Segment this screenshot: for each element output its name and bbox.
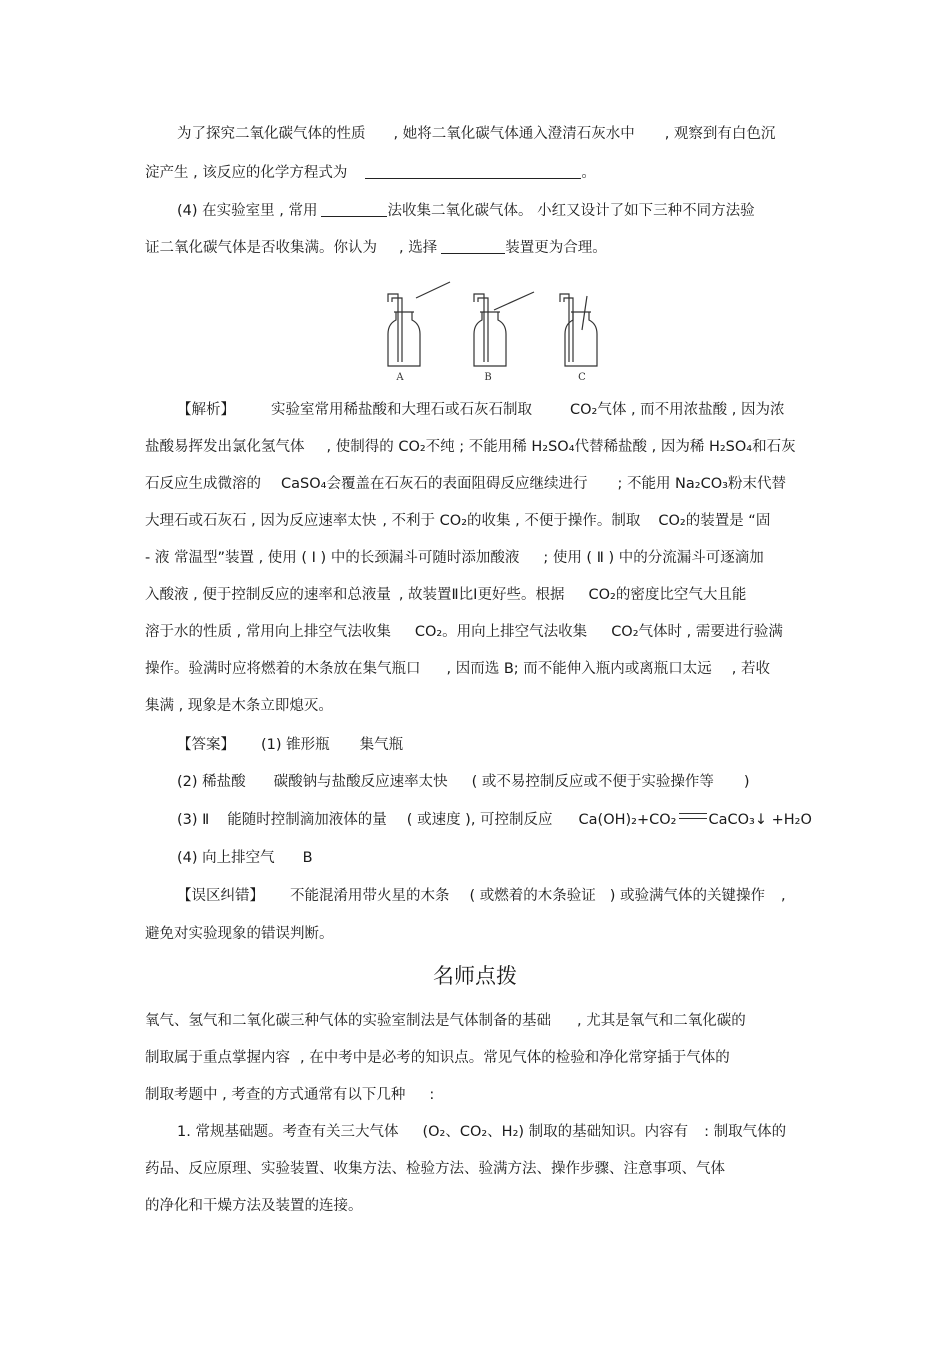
section-label: 【解析】 [177,402,235,418]
label-c: C [578,372,586,383]
tips-line-2 [145,1048,730,1068]
answer-line-3 [177,810,812,830]
q4-line-1 [177,200,755,221]
tips-line-3 [145,1085,434,1105]
tips-line-4 [177,1122,786,1142]
text-segment: (1) 锥形瓶 [261,737,330,753]
text-segment: 证二氧化碳气体是否收集满。你认为 [145,240,377,256]
answer-line-1 [177,735,403,755]
mistake-line-1 [177,886,786,906]
equation-reactants: Ca(OH)₂+CO₂ [578,812,677,828]
text-segment: 溶于水的性质 , 常用向上排空气法收集 [145,624,391,640]
text-segment: ( 或速度 ), 可控制反应 [406,812,553,828]
section-title: 名师点拨 [433,964,517,988]
bottle-c [560,294,597,366]
text-segment: CO₂的密度比空气大且能 [588,587,747,603]
analysis-line-2 [145,437,796,457]
analysis-line-5 [145,548,764,568]
bottle-b [474,292,534,366]
text-segment: 碳酸钠与盐酸反应速率太快 [273,774,448,790]
text-segment: ) 或验满气体的关键操作 [609,888,766,904]
text-segment: CaSO₄会覆盖在石灰石的表面阻碍反应继续进行 [281,476,588,492]
text-segment: , 选择 [399,240,438,256]
text-segment: 装置更为合理。 [505,240,607,256]
text-segment: , 她将二氧化碳气体通入澄清石灰水中 [393,126,635,142]
text-segment: (O₂、CO₂、H₂) 制取的基础知识。内容有 [422,1124,689,1140]
text-segment: 制取属于重点掌握内容 [145,1050,290,1066]
text-segment: 大理石或石灰石 , 因为反应速率太快 [145,513,377,529]
text-segment: CO₂。用向上排空气法收集 [414,624,588,640]
text-segment: CO₂气体时 , 需要进行验满 [611,624,783,640]
text-segment: 盐酸易挥发出氯化氢气体 [145,439,305,455]
text-segment: ; 不能用 Na₂CO₃粉末代替 [617,476,786,492]
text-segment: 的净化和干燥方法及装置的连接。 [145,1198,363,1214]
text-segment: ; 使用 ( Ⅱ ) 中的分流漏斗可逐滴加 [543,550,764,566]
text-segment: B [302,850,313,866]
text-segment: 为了探究二氧化碳气体的性质 [177,126,366,142]
mistake-line-2 [145,924,334,944]
text-segment: ( 或燃着的木条验证 [469,888,596,904]
label-a: A [396,372,404,383]
text-segment: , 故装置Ⅱ比Ⅰ更好些。根据 [398,587,565,603]
answer-blank [321,200,387,217]
text-segment: , 若收 [731,661,770,677]
text-segment: 氧气、氢气和二氧化碳三种气体的实验室制法是气体制备的基础 [145,1013,551,1029]
text-segment: ) [743,774,750,790]
analysis-line-7 [145,622,783,642]
answer-blank [365,162,581,179]
tips-line-6 [145,1196,363,1216]
text-segment: , 尤其是氧气和二氧化碳的 [577,1013,746,1029]
text-segment: 制取考题中 , 考查的方式通常有以下几种 [145,1087,406,1103]
text-segment: 能随时控制滴加液体的量 [227,812,387,828]
text-segment: (4) 在实验室里 , 常用 [177,203,318,219]
text-segment: : [429,1087,435,1103]
equation-equals-sign [679,813,707,819]
text-segment: , 观察到有白色沉 [664,126,776,142]
text-segment: 石反应生成微溶的 [145,476,261,492]
text-segment: , [781,888,786,904]
section-label: 【答案】 [177,737,235,753]
analysis-line-8 [145,659,770,679]
answer-line-4 [177,848,313,868]
text-segment: , 因而选 B; 而不能伸入瓶内或离瓶口太远 [446,661,712,677]
text-segment: 实验室常用稀盐酸和大理石或石灰石制取 [271,402,532,418]
text-segment: (4) 向上排空气 [177,850,275,866]
answer-blank [441,237,505,254]
text-segment: CO₂的装置是 “固 [658,513,771,529]
analysis-line-9 [145,696,333,716]
answer-line-2 [177,772,750,792]
label-b: B [484,372,492,383]
text-segment: : 制取气体的 [704,1124,787,1140]
text-segment: 淀产生 , 该反应的化学方程式为 [145,165,348,181]
text-segment: 药品、反应原理、实验装置、收集方法、检验方法、验满方法、操作步骤、注意事项、气体 [145,1161,725,1177]
analysis-line-1 [177,400,785,420]
gas-bottles-figure [370,272,610,384]
section-label: 【误区纠错】 [177,888,264,904]
q4-line-2 [145,237,607,258]
intro-line-2 [145,162,596,183]
text-segment: , 在中考中是必考的知识点。常见气体的检验和净化常穿插于气体的 [300,1050,730,1066]
analysis-line-3 [145,474,786,494]
text-segment: , 使制得的 CO₂不纯 ; 不能用稀 H₂SO₄代替稀盐酸 , 因为稀 H₂SO₄和石灰 [326,439,796,455]
text-segment: , 不利于 CO₂的收集 , 不便于操作。制取 [382,513,641,529]
text-segment: ( 或不易控制反应或不便于实验操作等 [471,774,714,790]
text-segment: 集满 , 现象是木条立即熄灭。 [145,698,333,714]
text-segment: 集气瓶 [359,737,404,753]
tips-line-5 [145,1159,725,1179]
text-segment: 入酸液 , 便于控制反应的速率和总液量 [145,587,391,603]
text-segment: 操作。验满时应将燃着的木条放在集气瓶口 [145,661,421,677]
text-segment: - 液 常温型”装置 , 使用 ( Ⅰ ) 中的长颈漏斗可随时添加酸液 [145,550,520,566]
analysis-line-4 [145,511,770,531]
intro-line-1 [177,124,775,144]
analysis-line-6 [145,585,746,605]
text-segment: (2) 稀盐酸 [177,774,246,790]
bottle-a [388,282,450,366]
text-segment: 。 [581,165,596,181]
text-segment: (3) Ⅱ [177,812,210,828]
text-segment: 1. 常规基础题。考查有关三大气体 [177,1124,399,1140]
text-segment: 不能混淆用带火星的木条 [290,888,450,904]
equation-products: CaCO₃↓ +H₂O [708,812,812,828]
text-segment: CO₂气体 , 而不用浓盐酸 , 因为浓 [570,402,785,418]
tips-line-1 [145,1011,746,1031]
text-segment: 法收集二氧化碳气体。 小红又设计了如下三种不同方法验 [387,203,755,219]
text-segment: 避免对实验现象的错误判断。 [145,926,334,942]
